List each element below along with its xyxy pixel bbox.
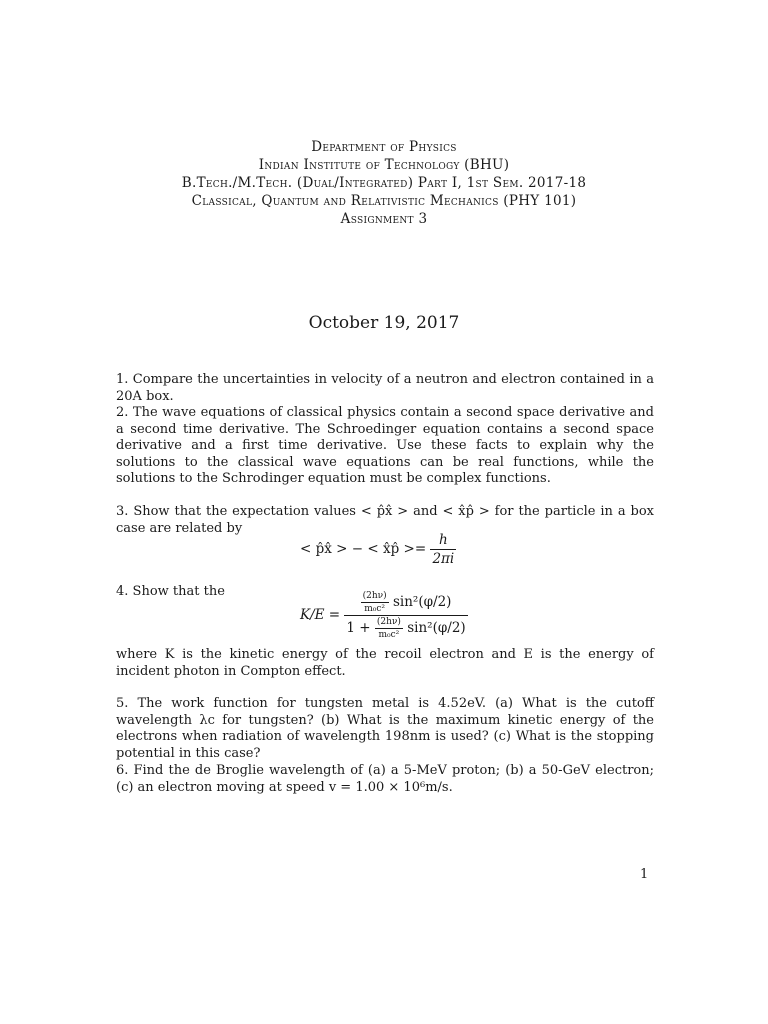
q4-denominator-inner-fraction — [375, 617, 403, 640]
question-5: 5. The work function for tungsten metal is 4.52eV. (a) What is the cutoff wavelength λc for tungsten? (b) What is the maximum kinetic energy of the electrons when radiation of wavelength 198nm is used? (c) What is the stopping potential in this case? — [116, 696, 654, 761]
q4-numerator-sine: sin²(φ/2) — [392, 594, 452, 610]
q3-fraction-denominator: 2πi — [432, 551, 455, 567]
header-block — [0, 138, 768, 228]
page-number: 1 — [640, 867, 649, 882]
question-4-explanation: where K is the kinetic energy of the recoil electron and E is the energy of incident photon in Compton effect. — [116, 647, 654, 679]
question-1: 1. Compare the uncertainties in velocity of a neutron and electron contained in a 20A box. — [116, 372, 654, 404]
q4-main-denominator — [344, 615, 467, 640]
question-6: 6. Find the de Broglie wavelength of (a) a 5-MeV proton; (b) a 50-GeV electron; (c) an electron moving at speed v = 1.00 × 10⁶m/s. — [116, 763, 654, 795]
q4-numerator-inner-fraction — [361, 591, 389, 614]
q4-denominator-inner-den: m₀c² — [375, 628, 403, 640]
institute-line: Indian Institute of Technology (BHU) — [258, 157, 510, 173]
question-4-text: 4. Show that the — [116, 584, 225, 599]
q3-fraction-numerator: h — [438, 532, 448, 548]
assignment-title: Assignment 3 — [340, 211, 428, 227]
q4-denominator-inner-num: (2hν) — [376, 617, 401, 627]
question-2: 2. The wave equations of classical physics contain a second space derivative and a second time derivative. The Schroedinger equation contains a second space derivative and a first time derivative. Use these facts to explain why the solutions to the classical wave equations can be real functions, while the solutions to the Schrodinger equation must be complex functions. — [116, 405, 654, 486]
q4-denominator-prefix: 1 + — [346, 620, 371, 636]
q4-numerator-inner-den: m₀c² — [361, 602, 389, 614]
q4-equation-lhs: K/E = — [300, 607, 341, 623]
q4-numerator-inner-num: (2hν) — [362, 591, 387, 601]
q3-fraction — [430, 532, 456, 567]
q3-equation-lhs: < p̂x̂ > − < x̂p̂ >= — [300, 541, 427, 557]
q4-main-fraction — [344, 591, 467, 640]
program-line: B.Tech./M.Tech. (Dual/Integrated) Part I, 1st Sem. 2017-18 — [181, 175, 587, 191]
course-line: Classical, Quantum and Relativistic Mechanics (PHY 101) — [191, 193, 577, 209]
question-3-equation — [300, 532, 456, 567]
assignment-date: October 19, 2017 — [308, 313, 460, 333]
q4-main-numerator — [344, 591, 467, 615]
q4-denominator-sine: sin²(φ/2) — [407, 620, 466, 636]
question-4-equation — [300, 591, 468, 640]
question-3-text: 3. Show that the expectation values < p̂x̂ > and < x̂p̂ > for the particle in a box case are related by — [116, 504, 654, 536]
department-line: Department of Physics — [311, 139, 457, 155]
